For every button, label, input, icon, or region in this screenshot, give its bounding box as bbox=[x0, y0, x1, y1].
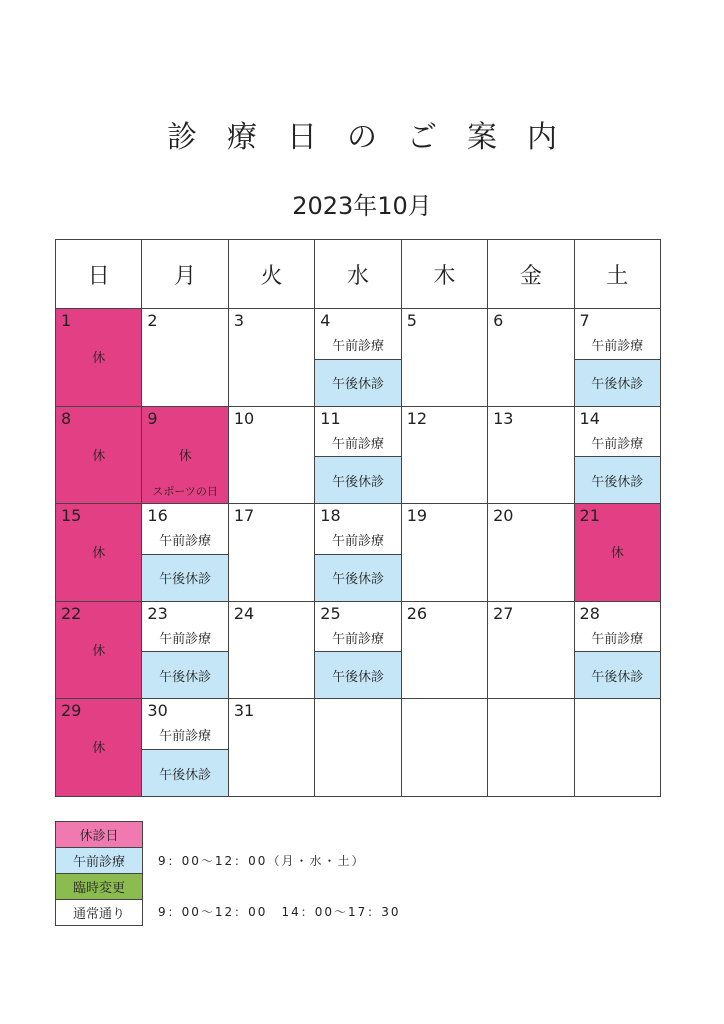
empty-day-cell bbox=[574, 699, 660, 797]
day-cell bbox=[56, 601, 142, 699]
afternoon-closed-label: 午後休診 bbox=[315, 359, 400, 406]
weekday-sun: 日 bbox=[56, 240, 142, 309]
month-heading: 2023年10月 bbox=[292, 192, 432, 220]
hours-morning: 9：00～12：00（月・水・土） bbox=[158, 854, 366, 868]
legend-morning: 午前診療 bbox=[56, 848, 142, 874]
empty-day-cell bbox=[401, 699, 487, 797]
day-cell bbox=[56, 699, 142, 797]
day-number: 23 bbox=[147, 603, 168, 623]
day-cell bbox=[228, 406, 314, 504]
day-number: 4 bbox=[320, 311, 331, 330]
day-number: 31 bbox=[233, 701, 255, 721]
week-row bbox=[56, 699, 661, 797]
day-number: 2 bbox=[147, 311, 158, 330]
closed-label: 休 bbox=[92, 643, 106, 659]
closed-label: 休 bbox=[178, 448, 192, 464]
weekday-tue: 火 bbox=[228, 240, 314, 309]
day-cell bbox=[574, 406, 660, 504]
day-cell bbox=[315, 406, 401, 504]
day-number: 28 bbox=[579, 603, 600, 623]
day-cell bbox=[228, 601, 314, 699]
afternoon-closed-label: 午後休診 bbox=[142, 749, 227, 796]
legend-closed: 休診日 bbox=[56, 822, 142, 848]
afternoon-closed-label: 午後休診 bbox=[142, 651, 227, 698]
day-number: 22 bbox=[61, 603, 82, 623]
day-cell bbox=[56, 504, 142, 602]
weekday-thu: 木 bbox=[401, 240, 487, 309]
day-cell bbox=[142, 504, 228, 602]
morning-label: 午前診療 bbox=[159, 631, 212, 647]
day-number: 21 bbox=[579, 506, 600, 526]
afternoon-closed-label: 午後休診 bbox=[142, 554, 227, 601]
calendar-body bbox=[56, 309, 661, 797]
morning-label: 午前診療 bbox=[331, 534, 384, 550]
week-row bbox=[56, 504, 661, 602]
day-number: 27 bbox=[493, 603, 514, 623]
day-cell bbox=[228, 309, 314, 407]
day-number: 1 bbox=[61, 311, 72, 330]
closed-label: 休 bbox=[92, 546, 106, 562]
hours-normal: 9：00～12：00 14：00～17：30 bbox=[158, 905, 401, 919]
afternoon-closed-label: 午後休診 bbox=[315, 651, 400, 698]
morning-label: 午前診療 bbox=[331, 339, 384, 354]
week-row bbox=[56, 406, 661, 504]
morning-label: 午前診療 bbox=[591, 631, 644, 647]
day-number: 7 bbox=[579, 311, 590, 330]
day-cell bbox=[315, 504, 401, 602]
day-number: 29 bbox=[61, 701, 82, 721]
day-number: 18 bbox=[320, 506, 341, 526]
day-number: 19 bbox=[406, 506, 428, 526]
afternoon-closed-label: 午後休診 bbox=[575, 359, 660, 406]
morning-label: 午前診療 bbox=[159, 729, 212, 745]
afternoon-closed-label: 午後休診 bbox=[315, 554, 400, 601]
empty-day-cell bbox=[488, 699, 574, 797]
day-cell bbox=[488, 504, 574, 602]
day-number: 13 bbox=[493, 408, 514, 428]
legend bbox=[55, 821, 143, 926]
day-number: 17 bbox=[233, 506, 255, 526]
day-number: 9 bbox=[147, 408, 158, 428]
day-cell bbox=[228, 504, 314, 602]
closed-label: 休 bbox=[92, 741, 106, 757]
closed-label: 休 bbox=[92, 351, 106, 366]
morning-label: 午前診療 bbox=[591, 339, 644, 354]
afternoon-closed-label: 午後休診 bbox=[575, 651, 660, 698]
day-number: 16 bbox=[147, 506, 168, 526]
day-number: 15 bbox=[61, 506, 82, 526]
afternoon-closed-label: 午後休診 bbox=[315, 456, 400, 503]
day-number: 24 bbox=[233, 603, 255, 623]
page-title: 診療日のご案内 bbox=[167, 120, 587, 155]
day-cell bbox=[401, 504, 487, 602]
weekday-fri: 金 bbox=[488, 240, 574, 309]
day-number: 30 bbox=[147, 701, 168, 721]
day-cell bbox=[142, 309, 228, 407]
day-cell bbox=[401, 309, 487, 407]
day-number: 14 bbox=[579, 408, 600, 428]
day-number: 25 bbox=[320, 603, 341, 623]
day-cell bbox=[574, 309, 660, 407]
day-number: 6 bbox=[493, 311, 504, 330]
legend-normal: 通常通り bbox=[56, 900, 142, 925]
morning-label: 午前診療 bbox=[159, 534, 212, 550]
day-number: 20 bbox=[493, 506, 514, 526]
day-cell bbox=[228, 699, 314, 797]
day-cell bbox=[488, 309, 574, 407]
empty-day-cell bbox=[315, 699, 401, 797]
week-row bbox=[56, 309, 661, 407]
weekday-wed: 水 bbox=[315, 240, 401, 309]
morning-label: 午前診療 bbox=[331, 631, 384, 647]
day-cell bbox=[142, 699, 228, 797]
weekday-mon: 月 bbox=[142, 240, 228, 309]
day-cell bbox=[315, 601, 401, 699]
morning-label: 午前診療 bbox=[591, 436, 644, 452]
morning-label: 午前診療 bbox=[331, 436, 384, 452]
day-cell bbox=[574, 601, 660, 699]
weekday-sat: 土 bbox=[574, 240, 660, 309]
day-number: 11 bbox=[320, 408, 341, 428]
day-cell bbox=[574, 504, 660, 602]
day-number: 8 bbox=[61, 408, 72, 428]
closed-label: 休 bbox=[92, 448, 106, 464]
calendar-table bbox=[55, 239, 661, 797]
day-number: 5 bbox=[406, 311, 417, 330]
day-cell bbox=[488, 601, 574, 699]
day-cell bbox=[401, 601, 487, 699]
holiday-name: スポーツの日 bbox=[152, 485, 218, 499]
day-number: 10 bbox=[233, 408, 255, 428]
day-cell bbox=[488, 406, 574, 504]
day-cell bbox=[401, 406, 487, 504]
afternoon-closed-label: 午後休診 bbox=[575, 456, 660, 503]
day-number: 12 bbox=[406, 408, 428, 428]
day-cell bbox=[56, 406, 142, 504]
weekday-header-row bbox=[56, 240, 661, 309]
day-number: 26 bbox=[406, 603, 428, 623]
day-cell bbox=[142, 601, 228, 699]
day-cell bbox=[315, 309, 401, 407]
week-row bbox=[56, 601, 661, 699]
legend-temp-change: 臨時変更 bbox=[56, 874, 142, 900]
day-cell bbox=[142, 406, 228, 504]
closed-label: 休 bbox=[610, 546, 624, 562]
day-number: 3 bbox=[233, 311, 245, 330]
day-cell bbox=[56, 309, 142, 407]
